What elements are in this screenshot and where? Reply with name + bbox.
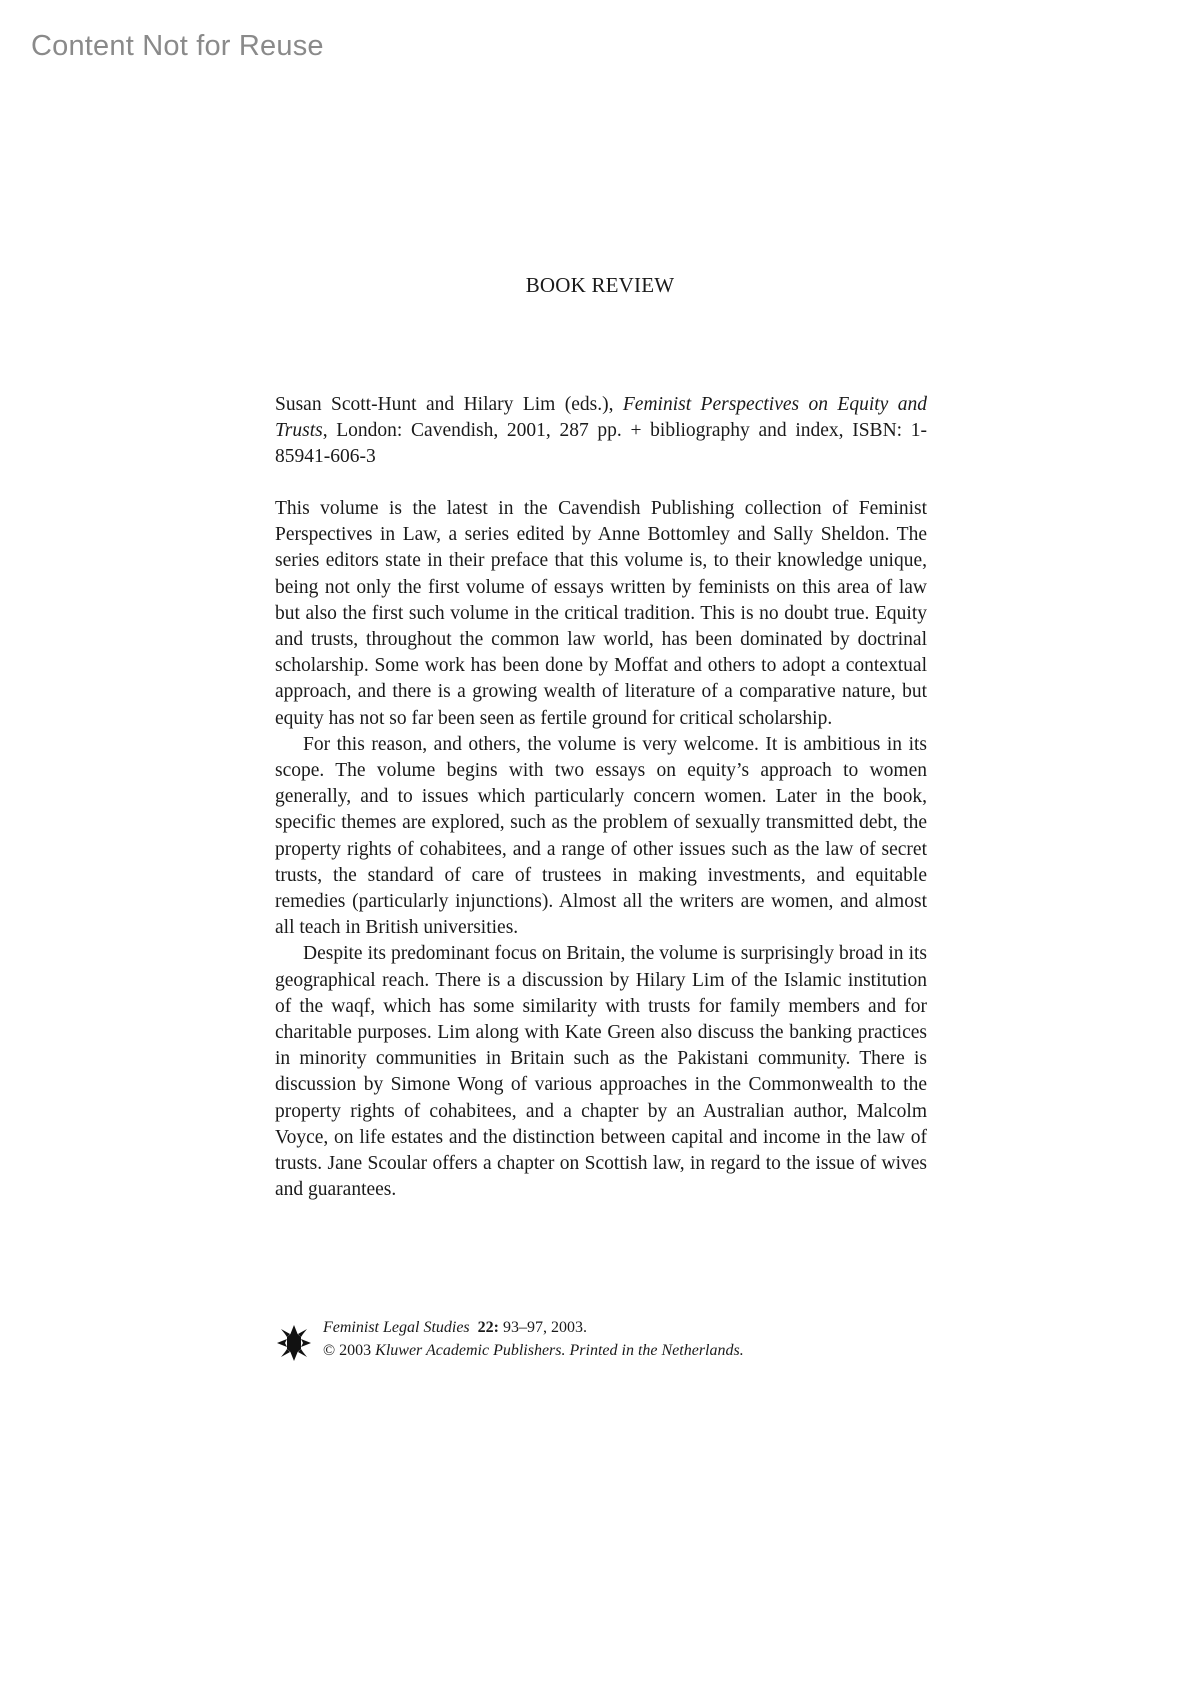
copyright-year: © 2003	[323, 1342, 376, 1359]
journal-footer	[275, 1316, 975, 1366]
paragraph-2: For this reason, and others, the volume is very welcome. It is ambitious in its scope. The volume begins with two essays on equity’s approach to women generally, and to issues which particularly concern women. Later in the book, specific themes are explored, such as the problem of sexually transmitted debt, the property rights of cohabitees, and a range of other issues such as the law of secret trusts, the standard of care of trustees in making investments, and equitable remedies (particularly injunctions). Almost all the writers are women, and almost all teach in British universities.	[275, 733, 927, 939]
citation-book-title: Feminist Perspectives on Equity and Trusts	[275, 394, 927, 442]
journal-volume: 22:	[477, 1319, 499, 1336]
copyright-line	[323, 1339, 744, 1362]
journal-name: Feminist Legal Studies	[323, 1319, 470, 1336]
watermark-text: Content Not for Reuse	[31, 30, 324, 62]
paragraph-3: Despite its predominant focus on Britain, the volume is surprisingly broad in its geographical reach. There is a discussion by Hilary Lim of the Islamic institution of the waqf, which has some similarity with trusts for family members and for charitable purposes. Lim along with Kate Green also discuss the banking practices in minority communities in Britain such as the Pakistani community. There is discussion by Simone Wong of various approaches in the Commonwealth to the property rights of cohabitees, and a chapter by an Australian author, Malcolm Voyce, on life estates and the distinction between capital and income in the law of trusts. Jane Scoular offers a chapter on Scottish law, in regard to the issue of wives and guarantees.	[275, 943, 927, 1201]
book-citation	[275, 392, 927, 471]
page-title: BOOK REVIEW	[525, 273, 675, 297]
review-body	[275, 496, 927, 1203]
journal-reference	[323, 1316, 744, 1339]
footer-lines	[323, 1316, 744, 1362]
citation-details: , London: Cavendish, 2001, 287 pp. + bibliography and index, ISBN: 1-85941-606-3	[275, 420, 927, 468]
journal-pages: 93–97, 2003.	[498, 1319, 587, 1336]
publisher-logo-icon	[275, 1323, 313, 1363]
publisher-name: Kluwer Academic Publishers. Printed in the Netherlands.	[375, 1342, 744, 1359]
paragraph-1: This volume is the latest in the Cavendish Publishing collection of Feminist Perspectives in Law, a series edited by Anne Bottomley and Sally Sheldon. The series editors state in their preface that this volume is, to their knowledge unique, being not only the first volume of essays written by feminists on this area of law but also the first such volume in the critical tradition. This is no doubt true. Equity and trusts, throughout the common law world, has been dominated by doctrinal scholarship. Some work has been done by Moffat and others to adopt a contextual approach, and there is a growing wealth of literature of a comparative nature, but equity has not so far been seen as fertile ground for critical scholarship.	[275, 498, 927, 729]
citation-editors: Susan Scott-Hunt and Hilary Lim (eds.),	[275, 394, 623, 415]
